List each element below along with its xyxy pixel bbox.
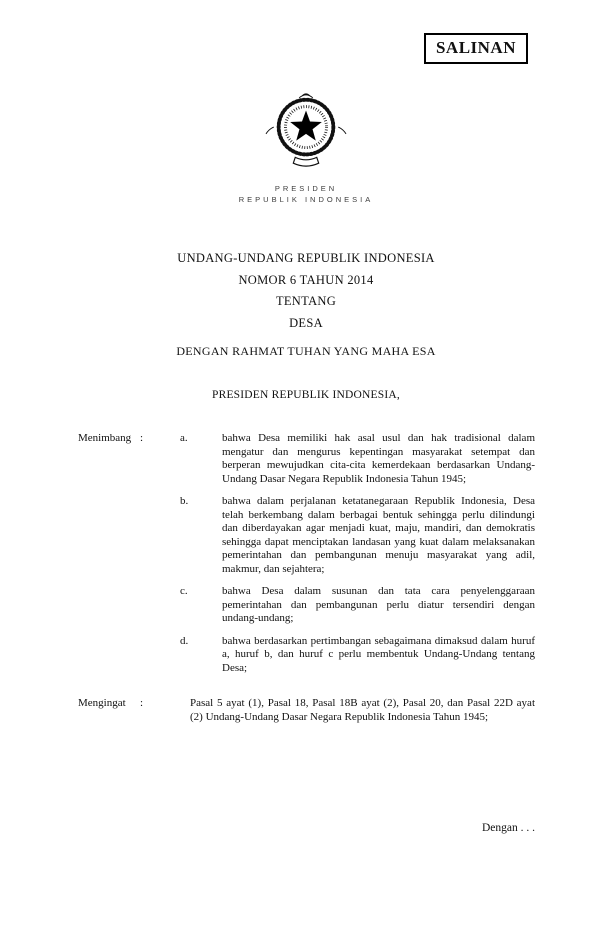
- document-title: [0, 248, 612, 334]
- item-text: bahwa berdasarkan pertimbangan sebagaimana dimaksud dalam huruf a, huruf b, dan huruf c perlu membentuk Undang-Undang tentang Desa;: [222, 634, 535, 674]
- doc-title-line2: NOMOR 6 TAHUN 2014: [238, 272, 374, 287]
- item-letter: b.: [180, 495, 189, 507]
- item-text: bahwa Desa memiliki hak asal usul dan hak tradisional dalam mengatur dan mengurus kepentingan masyarakat setempat dan berperan mewujudkan cita-cita kemerdekaan berdasarkan Undang-Undang Dasar Negara Republik Indonesia Tahun 1945;: [222, 432, 535, 485]
- item-letter: a.: [180, 432, 188, 444]
- remembering-colon: :: [140, 697, 144, 709]
- remembering-text: Pasal 5 ayat (1), Pasal 18, Pasal 18B ayat (2), Pasal 20, dan Pasal 22D ayat (2) Undang-Undang Dasar Negara Republik Indonesia Tahun 1945;: [190, 697, 535, 723]
- salinan-label: SALINAN: [435, 38, 516, 57]
- president-line: PRESIDEN REPUBLIK INDONESIA,: [211, 389, 400, 401]
- doc-title-line4: DESA: [289, 315, 323, 330]
- seal-caption-line2: REPUBLIK INDONESIA: [238, 195, 374, 204]
- page-continuation: Dengan . . .: [481, 822, 535, 834]
- considering-colon: :: [140, 432, 144, 444]
- seal-caption-line1: PRESIDEN: [274, 184, 338, 193]
- grace-line: DENGAN RAHMAT TUHAN YANG MAHA ESA: [176, 344, 436, 358]
- item-text: bahwa Desa dalam susunan dan tata cara penyelenggaraan pemerintahan dan pembangunan perlu diatur tersendiri dengan undang-undang;: [222, 585, 535, 624]
- star-wreath-emblem-icon: [262, 90, 350, 172]
- presidential-seal: [0, 90, 612, 205]
- considering-label: Menimbang: [78, 432, 132, 444]
- doc-title-line3: TENTANG: [275, 294, 337, 308]
- considering-item: [78, 432, 535, 486]
- considering-item: [78, 495, 535, 576]
- document-body: [78, 432, 535, 724]
- item-letter: d.: [180, 634, 189, 647]
- item-text: bahwa dalam perjalanan ketatanegaraan Republik Indonesia, Desa telah berkembang dalam berbagai bentuk sehingga perlu dilindungi dan diberdayakan agar menjadi kuat, maju, mandiri, dan demokratis sehingga dapat menciptakan landasan yang kuat dalam melaksanakan pemerintahan dan pembangunan menuju masyarakat yang adil, makmur, dan sejahtera;: [222, 495, 535, 575]
- item-letter: c.: [180, 585, 188, 597]
- remembering-section: [78, 697, 535, 724]
- considering-item: [78, 585, 535, 626]
- remembering-label: Mengingat: [78, 697, 126, 709]
- salinan-stamp: [424, 33, 528, 64]
- considering-item: [78, 635, 535, 676]
- doc-title-line1: UNDANG-UNDANG REPUBLIK INDONESIA: [177, 251, 435, 265]
